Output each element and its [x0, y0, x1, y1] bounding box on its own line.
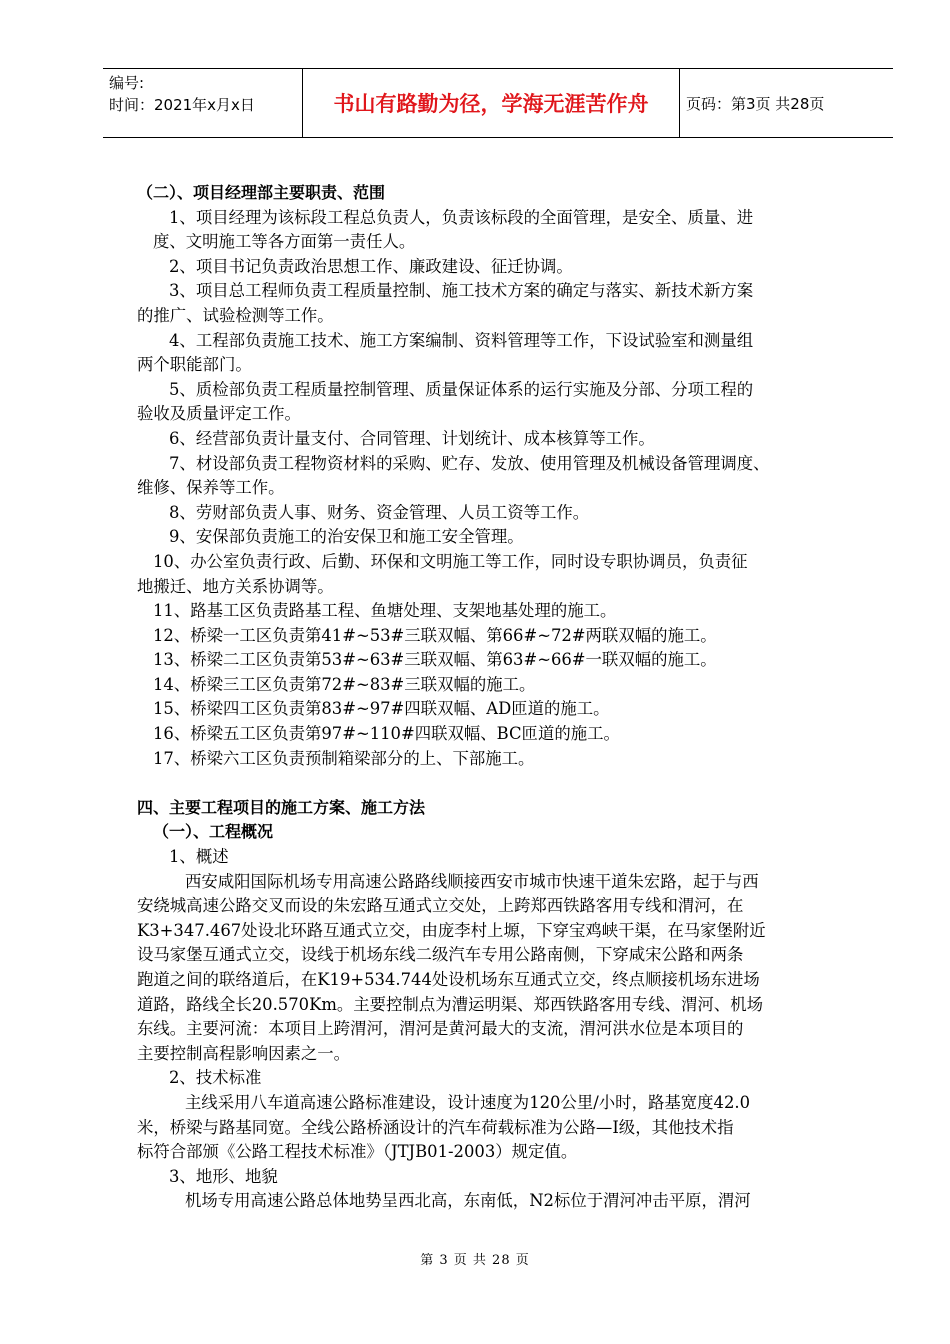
- subsection-title: 3、地形、地貌: [169, 1166, 278, 1186]
- spacer: [137, 771, 857, 796]
- paragraph-line: 15、桥梁四工区负责第83#~97#四联双幅、AD匝道的施工。: [153, 699, 610, 719]
- paragraph-line: 10、办公室负责行政、后勤、环保和文明施工等工作，同时设专职协调员，负责征: [153, 551, 748, 571]
- paragraph-line: 的推广、试验检测等工作。: [137, 305, 334, 325]
- paragraph-line: 14、桥梁三工区负责第72#~83#三联双幅的施工。: [153, 674, 536, 694]
- subsection-title: 2、技术标准: [169, 1068, 262, 1088]
- chapter-heading: 四、主要工程项目的施工方案、施工方法: [137, 797, 426, 817]
- document-body: [137, 181, 857, 1214]
- paragraph-line: 两个职能部门。: [137, 355, 252, 375]
- paragraph-line: 度、文明施工等各方面第一责任人。: [153, 232, 416, 252]
- page-footer: 第 3 页 共 28 页: [420, 1253, 530, 1268]
- paragraph-line: 16、桥梁五工区负责第97#~110#四联双幅、BC匝道的施工。: [153, 724, 620, 744]
- paragraph-line: 5、质检部负责工程质量控制管理、质量保证体系的运行实施及分部、分项工程的: [169, 379, 754, 399]
- paragraph-line: 17、桥梁六工区负责预制箱梁部分的上、下部施工。: [153, 748, 535, 768]
- paragraph-line: 米，桥梁与路基同宽。全线公路桥涵设计的汽车荷载标准为公路—Ⅰ级，其他技术指: [137, 1117, 734, 1137]
- paragraph-line: 维修、保养等工作。: [137, 478, 285, 498]
- paragraph-line: 12、桥梁一工区负责第41#~53#三联双幅、第66#~72#两联双幅的施工。: [153, 625, 717, 645]
- time-label: 时间：2021年x月x日: [109, 96, 255, 114]
- paragraph-line: 跑道之间的联络道后，在K19+534.744处设机场东互通式立交，终点顺接机场东进场: [137, 970, 760, 989]
- paragraph-line: 地搬迁、地方关系协调等。: [137, 576, 334, 596]
- paragraph-line: 标符合部颁《公路工程技术标准》（JTJB01-2003）规定值。: [137, 1142, 578, 1162]
- section-heading: （一）、工程概况: [153, 822, 274, 842]
- paragraph-line: K3+347.467处设北环路互通式立交，由庞李村上塬，下穿宝鸡峡干渠，在马家堡附近: [137, 920, 766, 940]
- paragraph-line: 设马家堡互通式立交，设线于机场东线二级汽车专用公路南侧，下穿咸宋公路和两条: [137, 945, 744, 965]
- number-label: 编号:: [109, 74, 145, 92]
- page-label: 页码：第3页 共28页: [686, 94, 825, 113]
- motto: 书山有路勤为径，学海无涯苦作舟: [303, 69, 680, 137]
- paragraph-line: 主要控制高程影响因素之一。: [137, 1043, 351, 1063]
- header-meta: [103, 69, 303, 137]
- section-heading: （二）、项目经理部主要职责、范围: [137, 183, 386, 202]
- page-header: [103, 68, 893, 138]
- paragraph-line: 验收及质量评定工作。: [137, 404, 301, 424]
- paragraph-line: 西安咸阳国际机场专用高速公路路线顺接西安市城市快速干道朱宏路，起于与西: [185, 871, 759, 891]
- paragraph-line: 3、项目总工程师负责工程质量控制、施工技术方案的确定与落实、新技术新方案: [169, 281, 754, 301]
- paragraph-line: 9、安保部负责施工的治安保卫和施工安全管理。: [169, 527, 524, 547]
- paragraph-line: 2、项目书记负责政治思想工作、廉政建设、征迁协调。: [169, 256, 573, 276]
- paragraph-line: 11、路基工区负责路基工程、鱼塘处理、支架地基处理的施工。: [153, 601, 617, 621]
- paragraph-line: 1、项目经理为该标段工程总负责人，负责该标段的全面管理，是安全、质量、进: [169, 207, 754, 227]
- paragraph-line: 6、经营部负责计量支付、合同管理、计划统计、成本核算等工作。: [169, 428, 655, 448]
- paragraph-line: 8、劳财部负责人事、财务、资金管理、人员工资等工作。: [169, 502, 590, 522]
- paragraph-line: 4、工程部负责施工技术、施工方案编制、资料管理等工作，下设试验室和测量组: [169, 330, 754, 350]
- paragraph-line: 机场专用高速公路总体地势呈西北高，东南低，N2标位于渭河冲击平原，渭河: [185, 1191, 751, 1211]
- paragraph-line: 7、材设部负责工程物资材料的采购、贮存、发放、使用管理及机械设备管理调度、: [169, 453, 770, 473]
- subsection-title: 1、概述: [169, 847, 229, 867]
- paragraph-line: 安绕城高速公路交叉而设的朱宏路互通式立交处，上跨郑西铁路客用专线和渭河，在: [137, 896, 744, 916]
- paragraph-line: 主线采用八车道高速公路标准建设，设计速度为120公里/小时，路基宽度42.0: [185, 1092, 751, 1112]
- paragraph-line: 东线。主要河流：本项目上跨渭河，渭河是黄河最大的支流，渭河洪水位是本项目的: [137, 1019, 744, 1039]
- paragraph-line: 13、桥梁二工区负责第53#~63#三联双幅、第63#~66#一联双幅的施工。: [153, 650, 717, 670]
- paragraph-line: 道路，路线全长20.570Km。主要控制点为漕运明渠、郑西铁路客用专线、渭河、机场: [137, 994, 764, 1014]
